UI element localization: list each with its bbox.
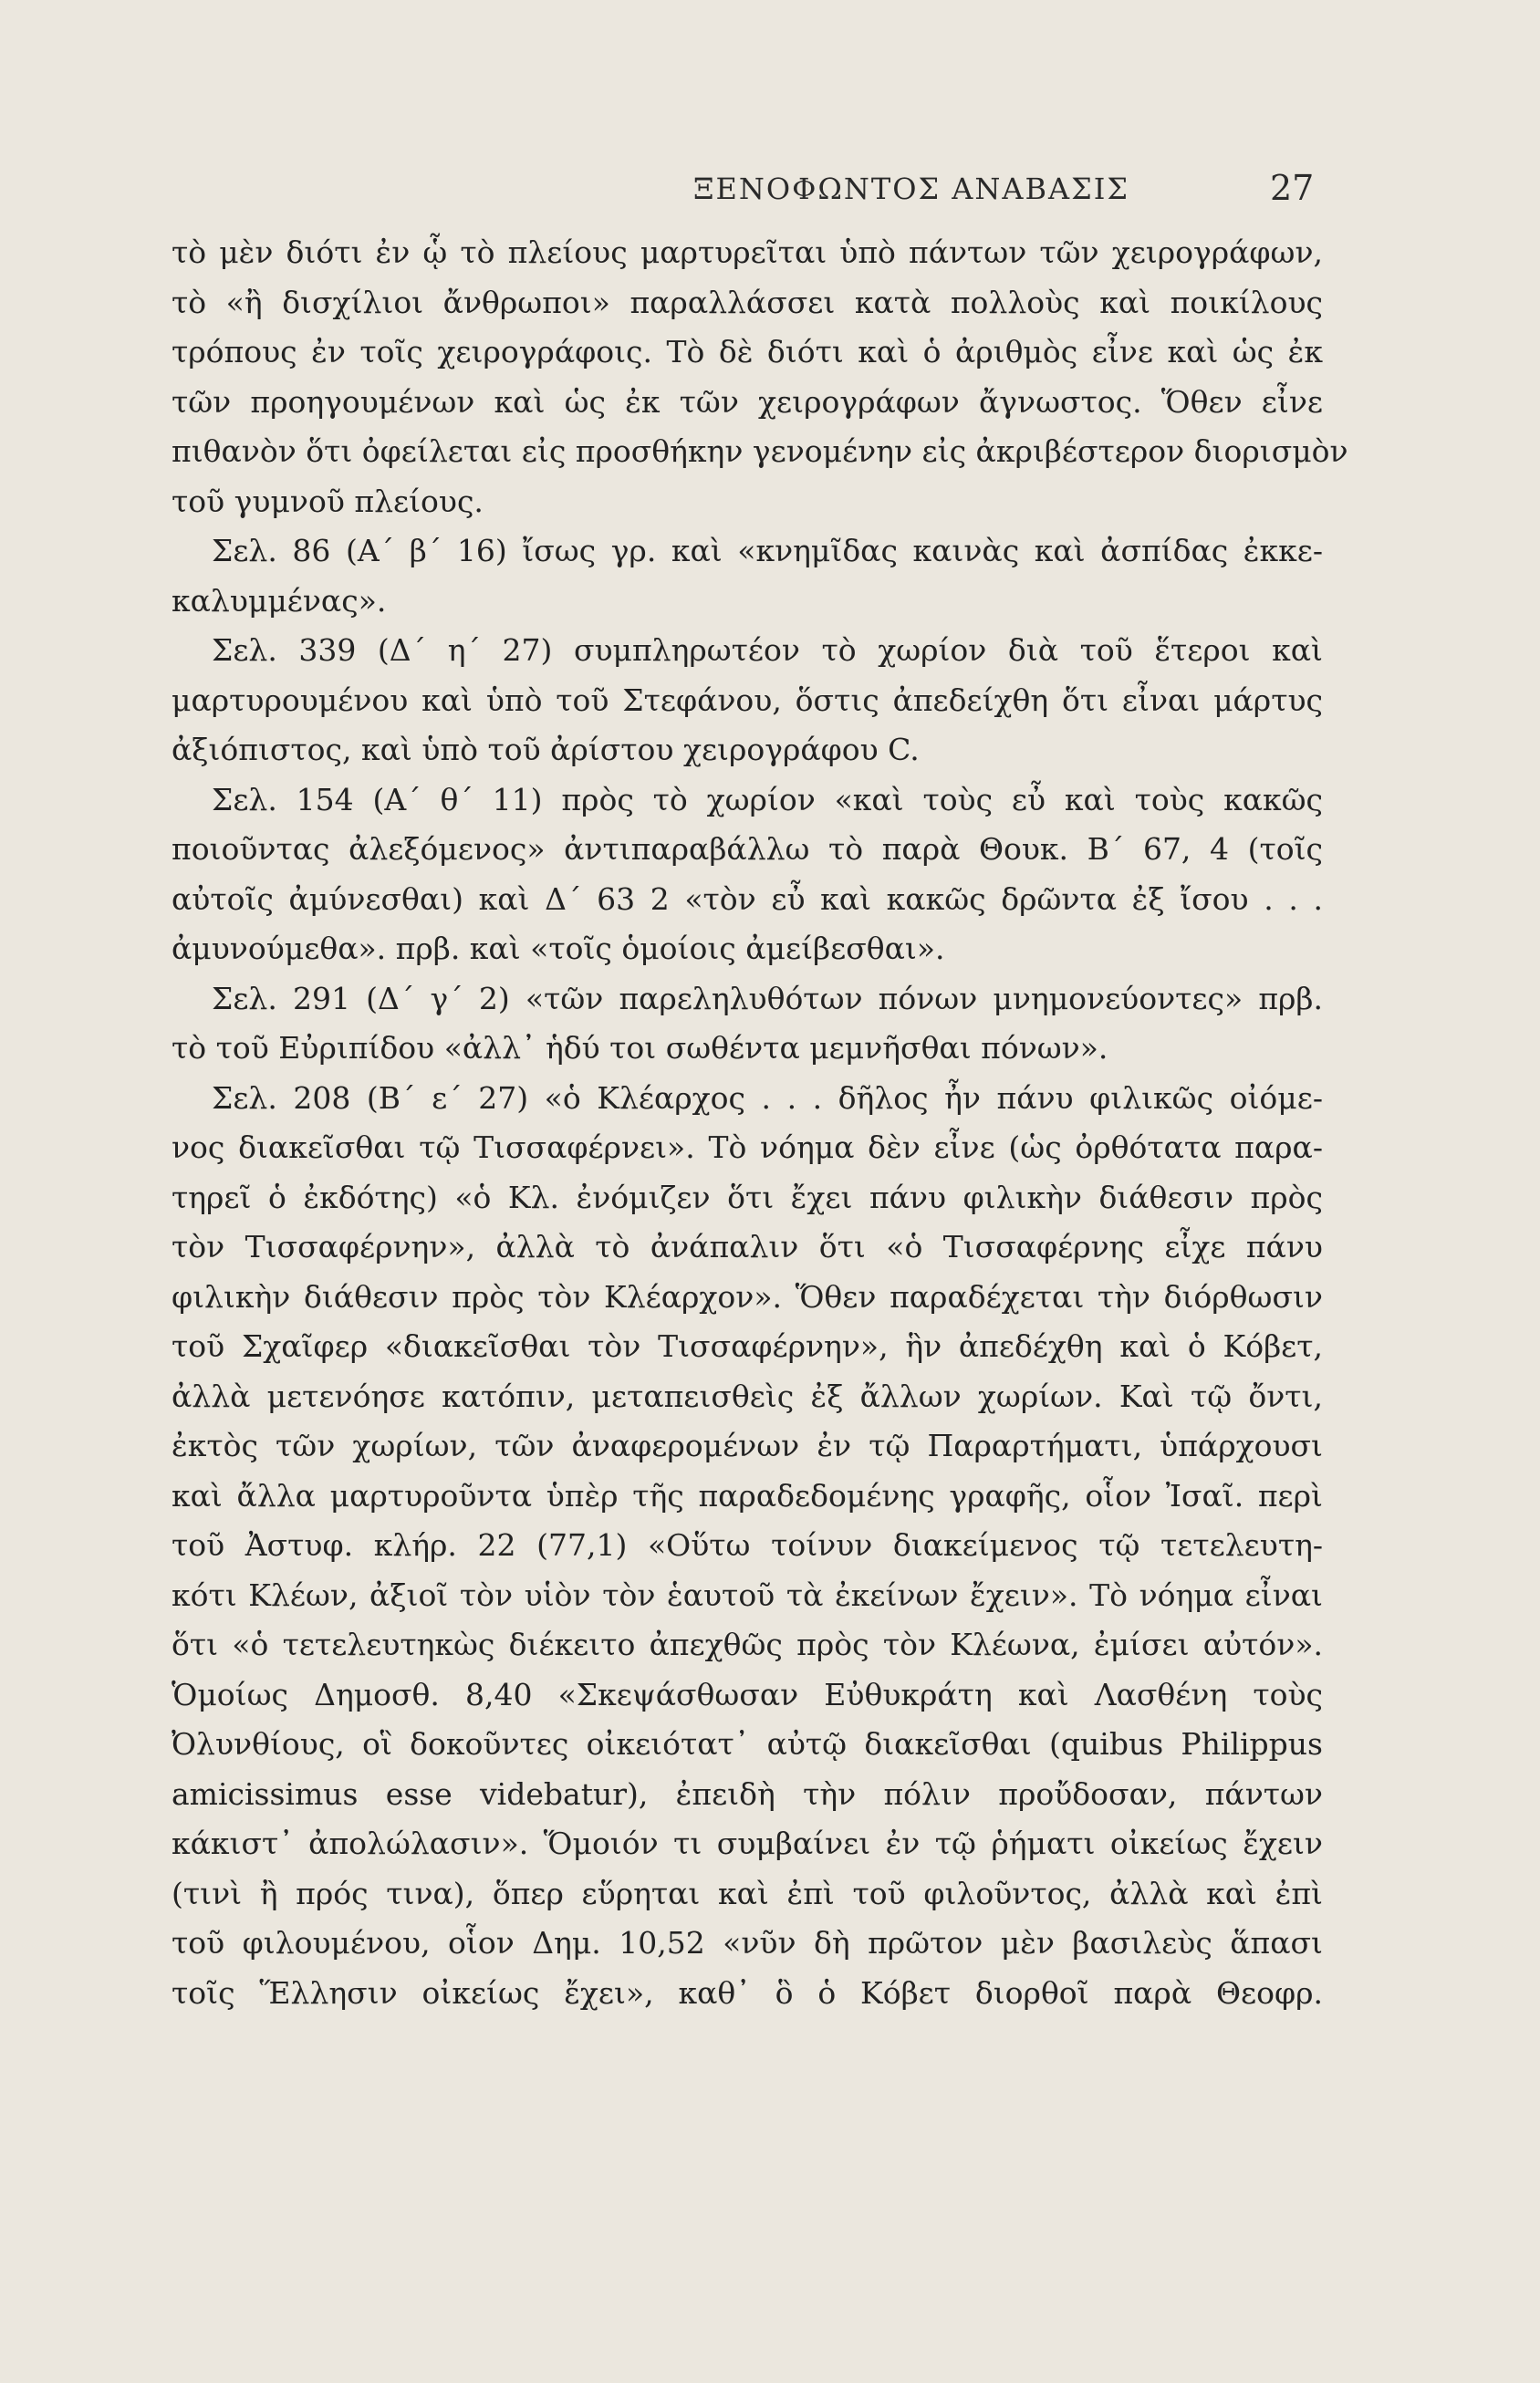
text-line: ἀξιόπιστος, καὶ ὑπὸ τοῦ ἀρίστου χειρογράφου C. [172,732,920,767]
text-line: τοῦ Σχαῖφερ «διακεῖσθαι τὸν Τισσαφέρνην», ἣν ἀπεδέχθη καὶ ὁ Κόβετ, [172,1328,1323,1364]
page-number: 27 [1270,168,1315,208]
text-line: Σελ. 154 (Α´ θ´ 11) πρὸς τὸ χωρίον «καὶ τοὺς εὖ καὶ τοὺς κακῶς [212,781,1323,817]
text-line: ὅτι «ὁ τετελευτηκὼς διέκειτο ἀπεχθῶς πρὸς τὸν Κλέωνα, ἐμίσει αὐτόν». [172,1627,1323,1662]
text-line: αὐτοῖς ἀμύνεσθαι) καὶ Δ´ 63 2 «τὸν εὖ καὶ κακῶς δρῶντα ἐξ ἴσου . . . [172,880,1323,917]
text-line: amicissimus esse videbatur), ἐπειδὴ τὴν πόλιν προὔδοσαν, πάντων [172,1775,1323,1812]
text-line: τὸ «ἢ δισχίλιοι ἄνθρωποι» παραλλάσσει κατὰ πολλοὺς καὶ ποικίλους [172,284,1323,320]
text-line: τοῖς Ἕλλησιν οἰκείως ἔχει», καθ᾽ ὃ ὁ Κόβετ διορθοῖ παρὰ Θεοφρ. [172,1974,1323,2011]
text-line: Ὀλυνθίους, οἳ δοκοῦντες οἰκειότατ᾽ αὐτῷ διακεῖσθαι (quibus Philippus [172,1726,1323,1762]
text-line: κάκιστ᾽ ἀπολώλασιν». Ὅμοιόν τι συμβαίνει ἐν τῷ ῥήματι οἰκείως ἔχειν [172,1826,1323,1861]
text-line: Σελ. 291 (Δ´ γ´ 2) «τῶν παρεληλυθότων πόνων μνημονεύοντες» πρβ. [212,980,1323,1016]
text-line: τοῦ φιλουμένου, οἷον Δημ. 10,52 «νῦν δὴ πρῶτον μὲν βασιλεὺς ἅπασι [172,1925,1323,1961]
text-line: καλυμμένας». [172,582,387,619]
text-line: τηρεῖ ὁ ἐκδότης) «ὁ Κλ. ἐνόμιζεν ὅτι ἔχει πάνυ φιλικὴν διάθεσιν πρὸς [172,1179,1323,1215]
text-line: ἐκτὸς τῶν χωρίων, τῶν ἀναφερομένων ἐν τῷ Παραρτήματι, ὑπάρχουσι [172,1428,1323,1463]
text-line: ἀμυνούμεθα». πρβ. καὶ «τοῖς ὁμοίοις ἀμείβεσθαι». [172,931,945,966]
text-line: τὸν Τισσαφέρνην», ἀλλὰ τὸ ἀνάπαλιν ὅτι «ὁ Τισσαφέρνης εἶχε πάνυ [172,1229,1323,1264]
text-line: καὶ ἄλλα μαρτυροῦντα ὑπὲρ τῆς παραδεδομένης γραφῆς, οἷον Ἰσαῖ. περὶ [172,1477,1323,1514]
text-line: ποιοῦντας ἀλεξόμενος» ἀντιπαραβάλλω τὸ παρὰ Θουκ. Β´ 67, 4 (τοῖς [172,831,1323,867]
text-line: τοῦ γυμνοῦ πλείους. [172,483,484,519]
running-head: ΞΕΝΟΦΩΝΤΟΣ ΑΝΑΒΑΣΙΣ [693,172,1129,206]
text-line: Σελ. 208 (Β´ ε´ 27) «ὁ Κλέαρχος . . . δῆλος ἦν πάνυ φιλικῶς οἰόμε- [212,1079,1323,1116]
text-line: τρόπους ἐν τοῖς χειρογράφοις. Τὸ δὲ διότι καὶ ὁ ἀριθμὸς εἶνε καὶ ὡς ἐκ [172,334,1323,369]
text-line: τῶν προηγουμένων καὶ ὡς ἐκ τῶν χειρογράφων ἄγνωστος. Ὅθεν εἶνε [172,383,1323,420]
text-line: νος διακεῖσθαι τῷ Τισσαφέρνει». Τὸ νόημα δὲν εἶνε (ὡς ὀρθότατα παρα- [172,1129,1323,1165]
text-line: Σελ. 86 (Α´ β´ 16) ἴσως γρ. καὶ «κνημῖδας καινὰς καὶ ἀσπίδας ἐκκε- [212,533,1323,568]
text-line: τὸ τοῦ Εὐριπίδου «ἀλλ᾽ ἡδύ τοι σωθέντα μεμνῆσθαι πόνων». [172,1030,1108,1066]
text-line: ἀλλὰ μετενόησε κατόπιν, μεταπεισθεὶς ἐξ ἄλλων χωρίων. Καὶ τῷ ὄντι, [172,1378,1323,1414]
text-line: κότι Κλέων, ἀξιοῖ τὸν υἱὸν τὸν ἑαυτοῦ τὰ ἐκείνων ἔχειν». Τὸ νόημα εἶναι [172,1577,1323,1613]
text-line: Σελ. 339 (Δ´ η´ 27) συμπληρωτέον τὸ χωρίον διὰ τοῦ ἕτεροι καὶ [212,632,1323,668]
body-text [172,228,1348,2018]
text-line: μαρτυρουμένου καὶ ὑπὸ τοῦ Στεφάνου, ὅστις ἀπεδείχθη ὅτι εἶναι μάρτυς [172,682,1323,718]
text-line: Ὁμοίως Δημοσθ. 8,40 «Σκεψάσθωσαν Εὐθυκράτη καὶ Λασθένη τοὺς [172,1676,1323,1712]
text-line: φιλικὴν διάθεσιν πρὸς τὸν Κλέαρχον». Ὅθεν παραδέχεται τὴν διόρθωσιν [172,1278,1323,1315]
text-line: (τινὶ ἢ πρός τινα), ὅπερ εὕρηται καὶ ἐπὶ τοῦ φιλοῦντος, ἀλλὰ καὶ ἐπὶ [172,1875,1323,1911]
text-line: πιθανὸν ὅτι ὀφείλεται εἰς προσθήκην γενομένην εἰς ἀκριβέστερον διορισμὸν [172,433,1348,469]
text-line: τὸ μὲν διότι ἐν ᾧ τὸ πλείους μαρτυρεῖται ὑπὸ πάντων τῶν χειρογράφων, [172,234,1323,270]
text-line: τοῦ Ἀστυφ. κλήρ. 22 (77,1) «Οὕτω τοίνυν διακείμενος τῷ τετελευτη- [172,1527,1323,1563]
